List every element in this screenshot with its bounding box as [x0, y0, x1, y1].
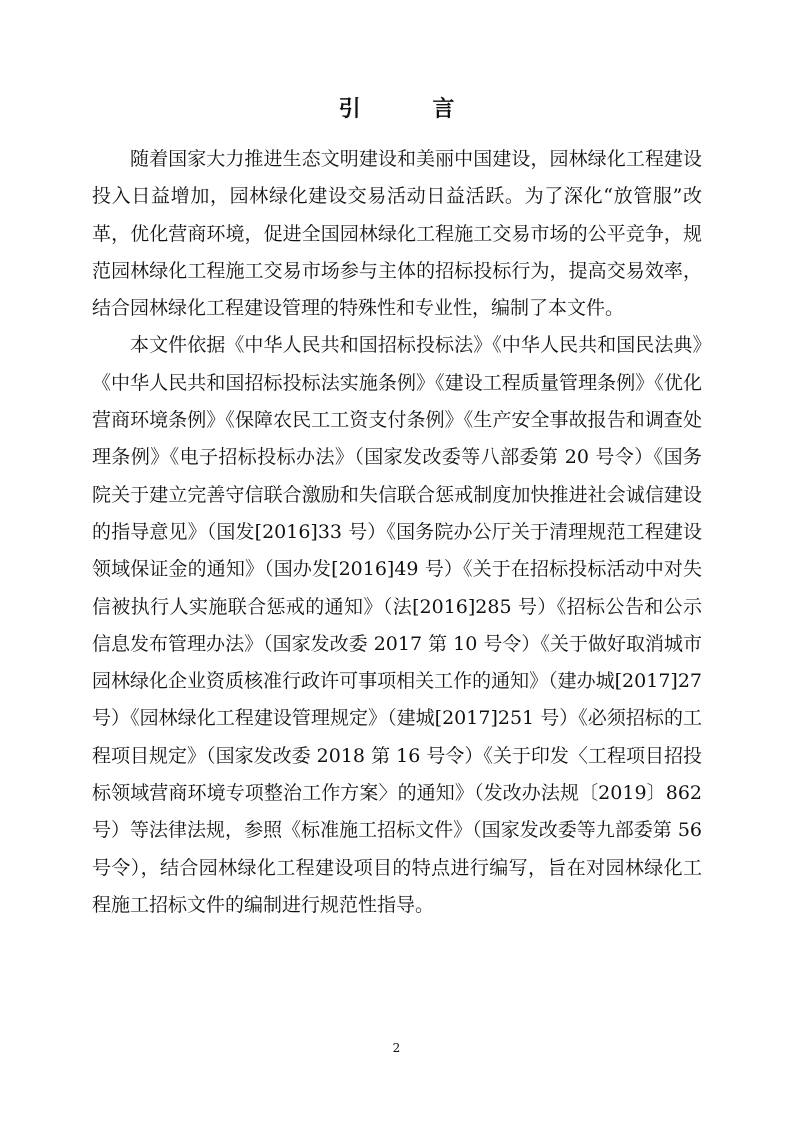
- page-number: 2: [392, 1041, 401, 1055]
- page-title: 引 言: [338, 97, 487, 122]
- body-text: [92, 141, 702, 924]
- paragraph-basis: 本文件依据《中华人民共和国招标投标法》《中华人民共和国民法典》《中华人民共和国招标投标法实施条例》《建设工程质量管理条例》《优化营商环境条例》《保障农民工工资支付条例》《生产安全事故报告和调查处理条例》《电子招标投标办法》（国家发改委等八部委第 20 号令）《国务院关于建立完善守信联合激励和失信联合惩戒制度加快推进社会诚信建设的指导意见》（国发[2016]33 号）《国务院办公厅关于清理规范工程建设领域保证金的通知》（国办发[2016]49 号）《关于在招标投标活动中对失信被执行人实施联合惩戒的通知》（法[2016]285 号）《招标公告和公示信息发布管理办法》（国家发改委 2017 第 10 号令）《关于做好取消城市园林绿化企业资质核准行政许可事项相关工作的通知》（建办城[2017]27 号）《园林绿化工程建设管理规定》（建城[2017]251 号）《必须招标的工程项目规定》（国家发改委 2018 第 16 号令）《关于印发〈工程项目招投标领域营商环境专项整治工作方案〉的通知》（发改办法规〔2019〕862 号）等法律法规，参照《标准施工招标文件》（国家发改委等九部委第 56 号令），结合园林绿化工程建设项目的特点进行编写，旨在对园林绿化工程施工招标文件的编制进行规范性指导。: [92, 334, 702, 916]
- paragraph-intro: 随着国家大力推进生态文明建设和美丽中国建设，园林绿化工程建设投入日益增加，园林绿化建设交易活动日益活跃。为了深化“放管服”改革，优化营商环境，促进全国园林绿化工程施工交易市场的公平竞争，规范园林绿化工程施工交易市场参与主体的招标投标行为，提高交易效率，结合园林绿化工程建设管理的特殊性和专业性，编制了本文件。: [92, 148, 702, 320]
